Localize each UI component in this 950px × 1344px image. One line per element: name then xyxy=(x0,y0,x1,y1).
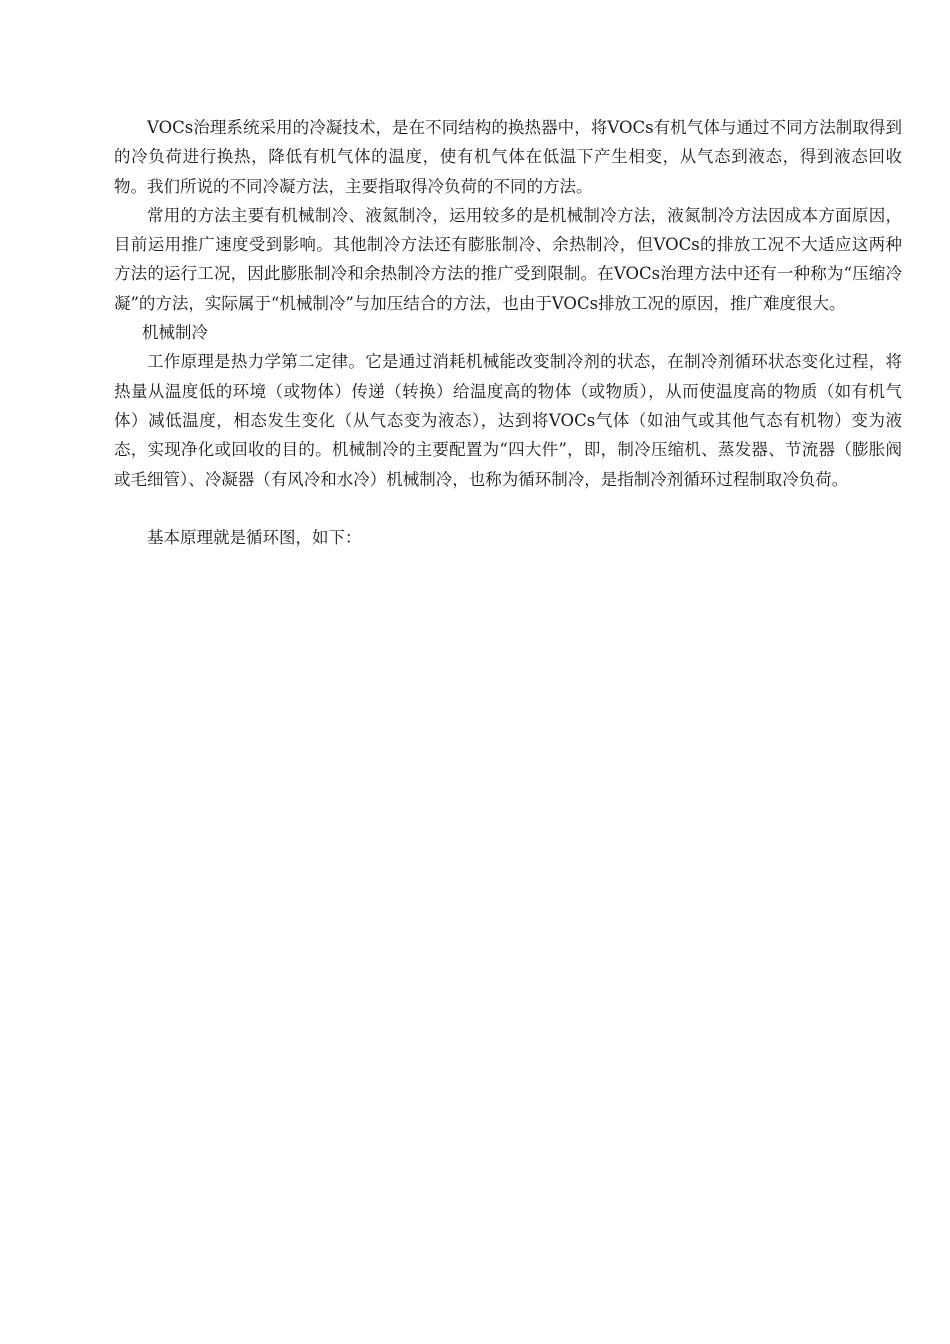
paragraph-condensation-intro: VOCs治理系统采用的冷凝技术，是在不同结构的换热器中，将VOCs有机气体与通过不同方法制取得到的冷负荷进行换热，降低有机气体的温度，使有机气体在低温下产生相变，从气态到液态，得到液态回收物。我们所说的不同冷凝方法，主要指取得冷负荷的不同的方法。 xyxy=(114,118,902,196)
paragraph-working-principle: 工作原理是热力学第二定律。它是通过消耗机械能改变制冷剂的状态，在制冷剂循环状态变化过程，将热量从温度低的环境（或物体）传递（转换）给温度高的物体（或物质），从而使温度高的物质（如有机气体）减低温度，相态发生变化（从气态变为液态），达到将VOCs气体（如油气或其他气态有机物）变为液态，实现净化或回收的目的。机械制冷的主要配置为“四大件”，即，制冷压缩机、蒸发器、节流器（膨胀阀或毛细管）、冷凝器（有风冷和水冷）机械制冷，也称为循环制冷，是指制冷剂循环过程制取冷负荷。 xyxy=(114,352,902,489)
document-body xyxy=(114,113,902,552)
paragraph-cycle-diagram-intro: 基本原理就是循环图，如下： xyxy=(147,527,362,547)
section-heading: 机械制冷 xyxy=(142,323,208,343)
paragraph-common-methods: 常用的方法主要有机械制冷、液氮制冷，运用较多的是机械制冷方法，液氮制冷方法因成本方面原因，目前运用推广速度受到影响。其他制冷方法还有膨胀制冷、余热制冷，但VOCs的排放工况不大适应这两种方法的运行工况，因此膨胀制冷和余热制冷方法的推广受到限制。在VOCs治理方法中还有一种称为“压缩冷凝”的方法，实际属于“机械制冷”与加压结合的方法，也由于VOCs排放工况的原因，推广难度很大。 xyxy=(114,205,902,313)
